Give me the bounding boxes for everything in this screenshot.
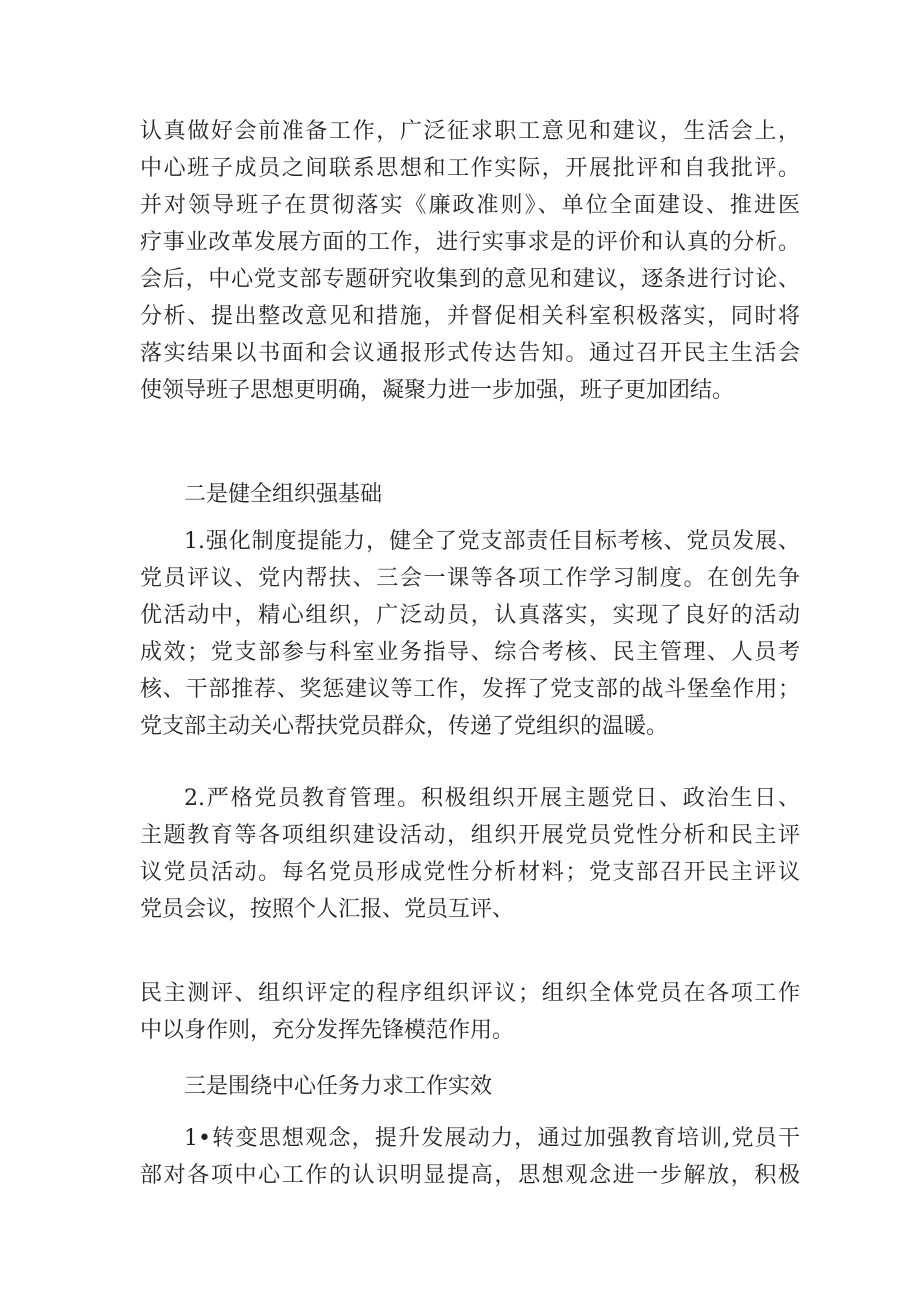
paragraph-line: 党员评议、党内帮扶、三会一课等各项工作学习制度。在创先争	[140, 566, 800, 591]
paragraph-line: 2.严格党员教育管理。积极组织开展主题党日、政治生日、	[184, 786, 800, 811]
paragraph-democratic-life-meeting	[140, 113, 800, 409]
paragraph-line: 1•转变思想观念，提升发展动力，通过加强教育培训,党员干	[184, 1126, 800, 1151]
paragraph-line: 优活动中，精心组织，广泛动员，认真落实，实现了良好的活动	[140, 603, 800, 628]
paragraph-line: 认真做好会前准备工作，广泛征求职工意见和建议，生活会上，	[140, 119, 800, 144]
section-heading-organization: 二是健全组织强基础	[184, 482, 383, 507]
paragraph-line: 部对各项中心工作的认识明显提高，思想观念进一步解放，积极	[140, 1163, 800, 1188]
paragraph-line: 民主测评、组织评定的程序组织评议；组织全体党员在各项工作	[140, 981, 800, 1006]
paragraph-line: 1.强化制度提能力，健全了党支部责任目标考核、党员发展、	[184, 529, 800, 554]
paragraph-line: 党支部主动关心帮扶党员群众，传递了党组织的温暖。	[140, 714, 669, 739]
paragraph-line: 落实结果以书面和会议通报形式传达告知。通过召开民主生活会	[140, 341, 800, 366]
paragraph-line: 使领导班子思想更明确，凝聚力进一步加强，班子更加团结。	[140, 378, 735, 403]
paragraph-line: 中心班子成员之间联系思想和工作实际，开展批评和自我批评。	[140, 156, 800, 181]
paragraph-line: 分析、提出整改意见和措施，并督促相关科室积极落实，同时将	[140, 304, 800, 329]
paragraph-line: 成效；党支部参与科室业务指导、综合考核、民主管理、人员考	[140, 640, 800, 665]
paragraph-line: 议党员活动。每名党员形成党性分析材料；党支部召开民主评议	[140, 860, 800, 885]
paragraph-line: 会后，中心党支部专题研究收集到的意见和建议，逐条进行讨论、	[140, 267, 800, 292]
paragraph-mindset-change	[140, 1120, 800, 1194]
paragraph-member-education-continued	[140, 975, 800, 1049]
paragraph-line: 中以身作则，充分发挥先锋模范作用。	[140, 1018, 515, 1043]
section-heading-central-tasks: 三是围绕中心任务力求工作实效	[184, 1074, 493, 1099]
paragraph-line: 主题教育等各项组织建设活动，组织开展党员党性分析和民主评	[140, 823, 800, 848]
paragraph-system-building	[140, 523, 800, 745]
paragraph-line: 党员会议，按照个人汇报、党员互评、	[140, 897, 515, 922]
paragraph-member-education	[140, 780, 800, 928]
paragraph-line: 并对领导班子在贯彻落实《廉政准则》、单位全面建设、推进医	[140, 193, 800, 218]
paragraph-line: 疗事业改革发展方面的工作，进行实事求是的评价和认真的分析。	[140, 230, 800, 255]
paragraph-line: 核、干部推荐、奖惩建议等工作，发挥了党支部的战斗堡垒作用；	[140, 677, 800, 702]
